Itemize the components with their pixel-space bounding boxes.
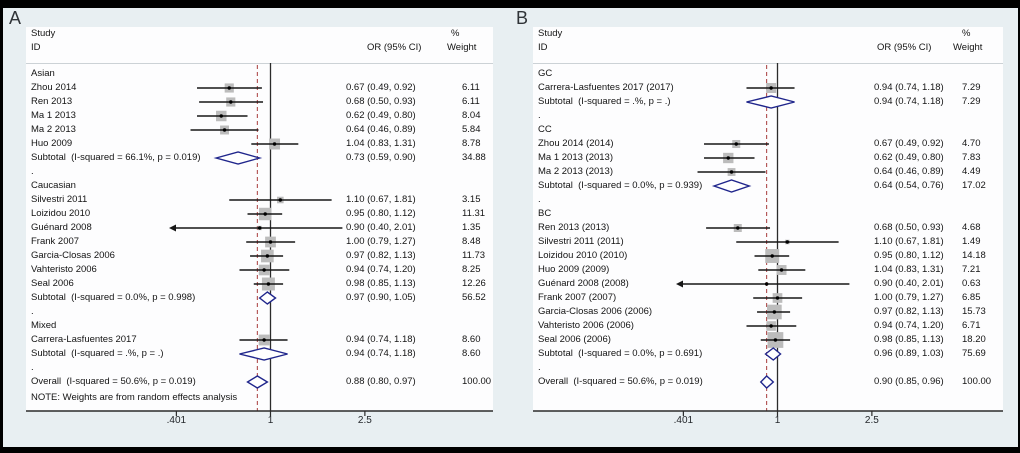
weight-value: 15.73 <box>962 306 986 317</box>
weight-value: 17.02 <box>962 180 986 191</box>
panel-a-letter: A <box>9 8 22 28</box>
subtotal-label: Subtotal (I-squared = .%, p = .) <box>31 348 164 359</box>
study-label: Huo 2009 <box>31 138 73 149</box>
or-ci-value: 0.88 (0.80, 0.97) <box>346 376 416 387</box>
study-label: Vahteristo 2006 <box>31 264 97 275</box>
or-ci-value: 0.95 (0.80, 1.12) <box>346 208 416 219</box>
frame-bottom <box>0 447 1020 453</box>
study-label: Zhou 2014 (2014) <box>538 138 614 149</box>
subtotal-label: Subtotal (I-squared = 0.0%, p = 0.691) <box>538 348 703 359</box>
weight-value: 7.83 <box>962 152 981 163</box>
study-label: Ren 2013 (2013) <box>538 222 610 233</box>
random-effects-note: NOTE: Weights are from random effects analysis <box>31 392 238 403</box>
weight-value: 11.31 <box>462 208 486 219</box>
or-ci-value: 0.64 (0.54, 0.76) <box>874 180 944 191</box>
forest-panel-a <box>26 27 493 437</box>
weight-value: 18.20 <box>962 334 986 345</box>
or-ci-value: 0.96 (0.89, 1.03) <box>874 348 944 359</box>
or-ci-value: 1.04 (0.83, 1.31) <box>346 138 416 149</box>
or-ci-value: 0.97 (0.90, 1.05) <box>346 292 416 303</box>
study-label: Loizidou 2010 (2010) <box>538 250 628 261</box>
weight-value: 0.63 <box>962 278 981 289</box>
or-ci-value: 0.62 (0.49, 0.80) <box>346 110 416 121</box>
study-label: Seal 2006 (2006) <box>538 334 611 345</box>
or-ci-value: 0.97 (0.82, 1.13) <box>346 250 416 261</box>
spacer-dot: . <box>538 110 541 121</box>
weight-value: 11.73 <box>462 250 486 261</box>
study-label: Ma 2 2013 <box>31 124 76 135</box>
or-ci-value: 0.73 (0.59, 0.90) <box>346 152 416 163</box>
frame-left <box>0 0 3 453</box>
study-label: Guénard 2008 (2008) <box>538 278 629 289</box>
or-ci-value: 0.90 (0.40, 2.01) <box>874 278 944 289</box>
weight-value: 8.25 <box>462 264 481 275</box>
col-header-study-line2: ID <box>538 42 548 53</box>
x-tick-label: 2.5 <box>357 415 372 426</box>
weight-value: 8.60 <box>462 334 481 345</box>
weight-value: 56.52 <box>462 292 486 303</box>
weight-value: 14.18 <box>962 250 986 261</box>
subtotal-label: Subtotal (I-squared = 0.0%, p = 0.939) <box>538 180 703 191</box>
spacer-dot: . <box>538 194 541 205</box>
spacer-dot: . <box>31 306 34 317</box>
or-ci-value: 0.90 (0.40, 2.01) <box>346 222 416 233</box>
x-tick-label: .401 <box>166 415 187 426</box>
weight-value: 1.35 <box>462 222 481 233</box>
weight-value: 7.21 <box>962 264 981 275</box>
or-ci-value: 0.67 (0.49, 0.92) <box>346 82 416 93</box>
or-ci-value: 0.98 (0.85, 1.13) <box>874 334 944 345</box>
or-ci-value: 0.62 (0.49, 0.80) <box>874 152 944 163</box>
frame-top <box>0 0 1020 8</box>
or-ci-value: 1.04 (0.83, 1.31) <box>874 264 944 275</box>
or-ci-value: 1.00 (0.79, 1.27) <box>874 292 944 303</box>
col-header-percent: % <box>962 28 971 39</box>
weight-value: 4.68 <box>962 222 981 233</box>
weight-value: 6.71 <box>962 320 981 331</box>
study-label: Ma 1 2013 (2013) <box>538 152 613 163</box>
subtotal-label: Subtotal (I-squared = 0.0%, p = 0.998) <box>31 292 196 303</box>
or-ci-value: 0.95 (0.80, 1.12) <box>874 250 944 261</box>
or-ci-value: 0.94 (0.74, 1.20) <box>346 264 416 275</box>
or-ci-value: 0.97 (0.82, 1.13) <box>874 306 944 317</box>
forest-panel-b <box>533 27 1003 437</box>
weight-value: 6.11 <box>462 82 480 93</box>
study-label: Carrera-Lasfuentes 2017 <box>31 334 137 345</box>
header-rule <box>533 63 1003 64</box>
spacer-dot: . <box>31 362 34 373</box>
subtotal-label: Subtotal (I-squared = .%, p = .) <box>538 96 671 107</box>
or-ci-value: 0.94 (0.74, 1.20) <box>874 320 944 331</box>
or-ci-value: 0.68 (0.50, 0.93) <box>874 222 944 233</box>
study-label: Guénard 2008 <box>31 222 92 233</box>
col-header-or: OR (95% CI) <box>367 42 422 53</box>
study-label: Seal 2006 <box>31 278 74 289</box>
study-label: Frank 2007 (2007) <box>538 292 617 303</box>
or-ci-value: 0.94 (0.74, 1.18) <box>874 82 944 93</box>
group-label: BC <box>538 208 552 219</box>
weight-value: 75.69 <box>962 348 986 359</box>
weight-value: 1.49 <box>962 236 981 247</box>
x-tick-label: 1 <box>774 415 781 426</box>
overall-label: Overall (I-squared = 50.6%, p = 0.019) <box>31 376 196 387</box>
weight-value: 8.60 <box>462 348 481 359</box>
weight-value: 8.04 <box>462 110 481 121</box>
weight-value: 3.15 <box>462 194 481 205</box>
or-ci-value: 1.10 (0.67, 1.81) <box>874 236 944 247</box>
study-label: Frank 2007 <box>31 236 80 247</box>
study-label: Huo 2009 (2009) <box>538 264 610 275</box>
group-label: GC <box>538 68 553 79</box>
weight-value: 7.29 <box>962 82 981 93</box>
weight-value: 34.88 <box>462 152 486 163</box>
group-label: Caucasian <box>31 180 76 191</box>
weight-value: 4.49 <box>962 166 981 177</box>
study-label: Vahteristo 2006 (2006) <box>538 320 634 331</box>
study-label: Ren 2013 <box>31 96 73 107</box>
col-header-study-line2: ID <box>31 42 41 53</box>
weight-value: 6.85 <box>962 292 981 303</box>
or-ci-value: 0.64 (0.46, 0.89) <box>874 166 944 177</box>
overall-label: Overall (I-squared = 50.6%, p = 0.019) <box>538 376 703 387</box>
header-rule <box>26 63 493 64</box>
or-ci-value: 0.94 (0.74, 1.18) <box>874 96 944 107</box>
or-ci-value: 0.98 (0.85, 1.13) <box>346 278 416 289</box>
col-header-study-line1: Study <box>31 28 56 39</box>
col-header-or: OR (95% CI) <box>877 42 932 53</box>
or-ci-value: 0.67 (0.49, 0.92) <box>874 138 944 149</box>
weight-value: 4.70 <box>962 138 981 149</box>
or-ci-value: 1.10 (0.67, 1.81) <box>346 194 416 205</box>
or-ci-value: 0.90 (0.85, 0.96) <box>874 376 944 387</box>
group-label: Mixed <box>31 320 57 331</box>
group-label: CC <box>538 124 552 135</box>
study-label: Silvestri 2011 <box>31 194 88 205</box>
col-header-percent: % <box>451 28 460 39</box>
col-header-weight: Weight <box>953 42 983 53</box>
study-label: Carrera-Lasfuentes 2017 (2017) <box>538 82 674 93</box>
weight-value: 8.78 <box>462 138 481 149</box>
x-tick-label: 1 <box>267 415 274 426</box>
study-label: Garcia-Closas 2006 (2006) <box>538 306 653 317</box>
study-label: Loizidou 2010 <box>31 208 91 219</box>
spacer-dot: . <box>538 362 541 373</box>
col-header-weight: Weight <box>447 42 477 53</box>
spacer-dot: . <box>31 166 34 177</box>
or-ci-value: 0.94 (0.74, 1.18) <box>346 334 416 345</box>
weight-value: 100.00 <box>462 376 492 387</box>
x-tick-label: 2.5 <box>864 415 879 426</box>
or-ci-value: 0.64 (0.46, 0.89) <box>346 124 416 135</box>
or-ci-value: 0.68 (0.50, 0.93) <box>346 96 416 107</box>
panel-b-letter: B <box>516 8 529 28</box>
col-header-study-line1: Study <box>538 28 563 39</box>
weight-value: 7.29 <box>962 96 981 107</box>
weight-value: 100.00 <box>962 376 992 387</box>
weight-value: 8.48 <box>462 236 481 247</box>
study-label: Garcia-Closas 2006 <box>31 250 115 261</box>
study-label: Ma 2 2013 (2013) <box>538 166 613 177</box>
study-label: Ma 1 2013 <box>31 110 76 121</box>
group-label: Asian <box>31 68 55 79</box>
subtotal-label: Subtotal (I-squared = 66.1%, p = 0.019) <box>31 152 201 163</box>
or-ci-value: 0.94 (0.74, 1.18) <box>346 348 416 359</box>
study-label: Silvestri 2011 (2011) <box>538 236 624 247</box>
weight-value: 5.84 <box>462 124 481 135</box>
weight-value: 12.26 <box>462 278 486 289</box>
or-ci-value: 1.00 (0.79, 1.27) <box>346 236 416 247</box>
weight-value: 6.11 <box>462 96 480 107</box>
study-label: Zhou 2014 <box>31 82 77 93</box>
x-tick-label: .401 <box>673 415 694 426</box>
